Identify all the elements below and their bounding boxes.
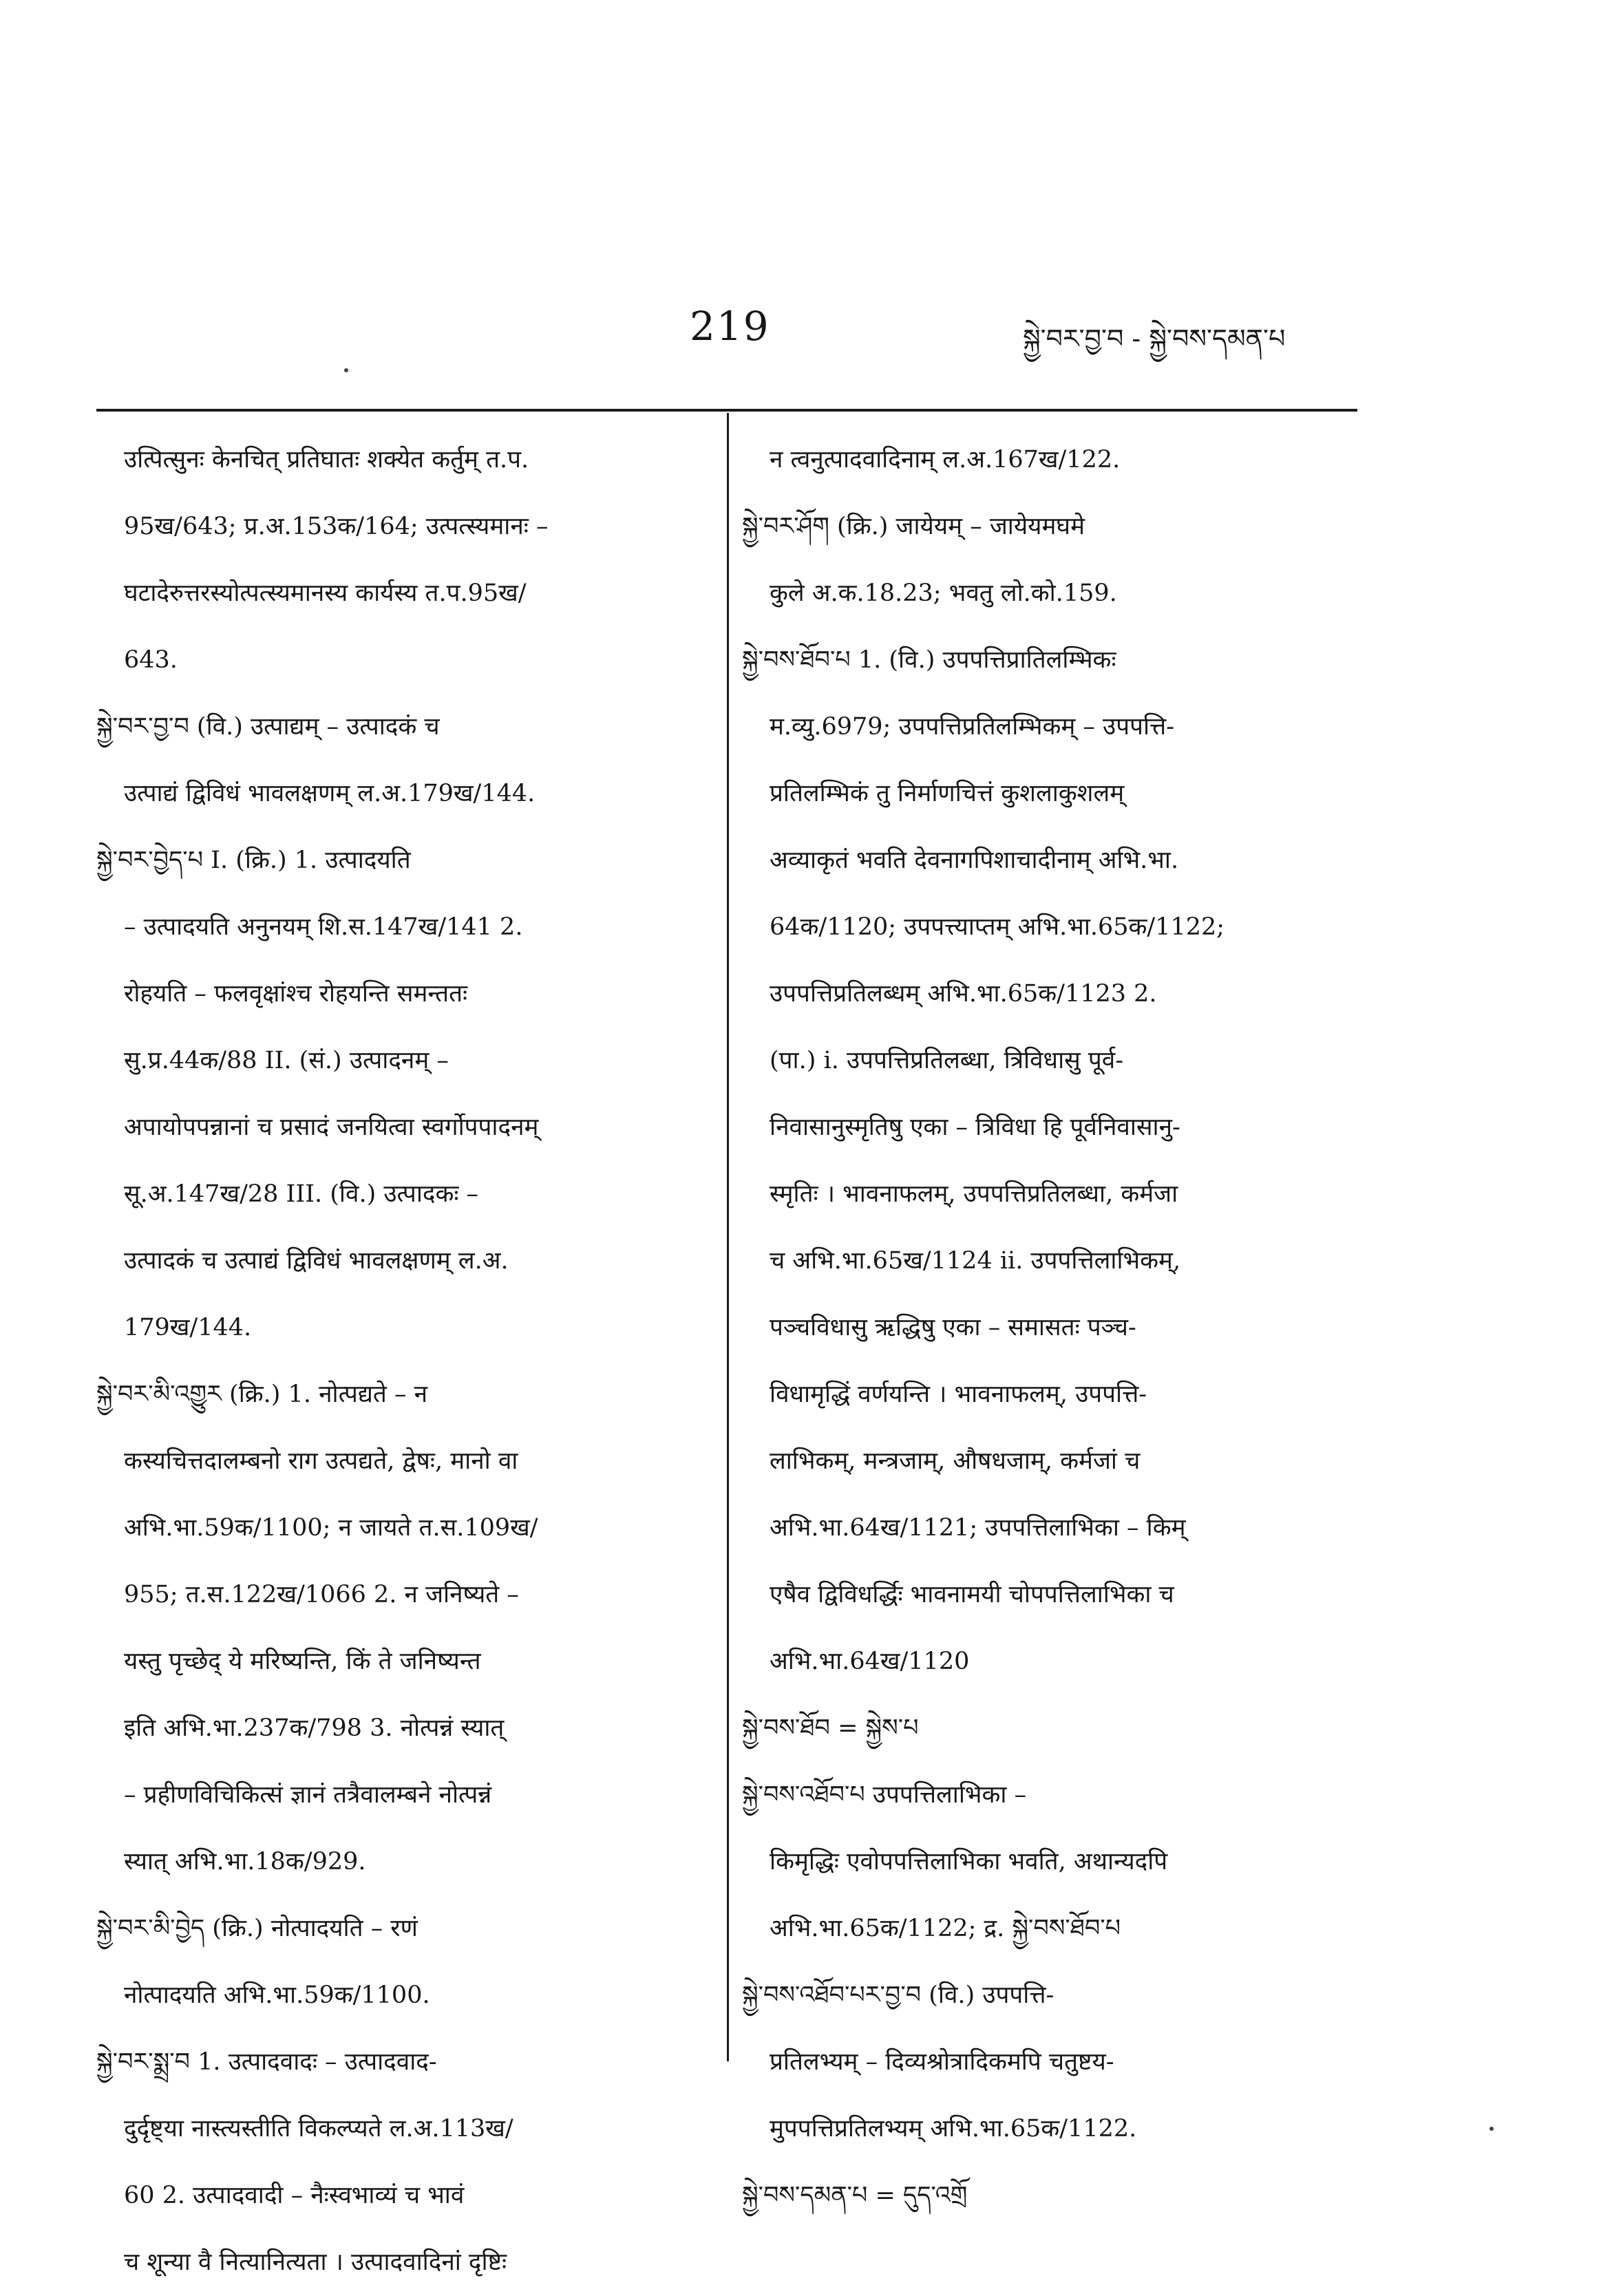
entry-line: उपपत्तिप्रतिलब्धम् अभि.भा.65क/1123 2. — [770, 980, 1157, 1008]
entry-line: अभि.भा.64ख/1121; उपपत्तिलाभिका – किम् — [770, 1514, 1186, 1542]
entry-line: लाभिकम्, मन्त्रजाम्, औषधजाम्, कर्मजां च — [770, 1447, 1141, 1475]
entry-line: रोहयति – फलवृक्षांश्च रोहयन्ति समन्ततः — [124, 980, 468, 1008]
entry-line: – उत्पादयति अनुनयम् शि.स.147ख/141 2. — [124, 913, 523, 941]
headword-line: སྐྱེ་བས་འཐོབ་པར་བྱ་བ (वि.) उपपत्ति- — [742, 1981, 1054, 2009]
headword-line: སྐྱེ་བས་ཐོབ = སྐྱེས་པ — [742, 1714, 919, 1742]
page-header — [0, 296, 1601, 379]
left-column — [96, 427, 702, 2296]
entry-line: घटादेरुत्तरस्योत्पत्स्यमानस्य कार्यस्य त.प.95ख/ — [124, 580, 527, 607]
headword-line: སྐྱེ་བར་བྱེད་པ I. (क्रि.) 1. उत्पादयति — [96, 847, 411, 874]
entry-line: च अभि.भा.65ख/1124 ii. उपपत्तिलाभिकम्, — [770, 1247, 1181, 1275]
entry-line: उत्पाद्यं द्विविधं भावलक्षणम् ल.अ.179ख/144. — [124, 780, 536, 807]
entry-line: सु.प्र.44क/88 II. (सं.) उत्पादनम् – — [124, 1047, 449, 1074]
entry-line: यस्तु पृच्छेद् ये मरिष्यन्ति, किं ते जनिष्यन्त — [124, 1648, 481, 1675]
headword-line: སྐྱེ་བར་ཤོག (क्रि.) जायेयम् – जायेयमघमे — [742, 513, 1085, 540]
entry-line: स्मृतिः । भावनाफलम्, उपपत्तिप्रतिलब्धा, कर्मजा — [770, 1180, 1178, 1208]
header-rule — [96, 409, 1357, 412]
entry-line: एषैव द्विविधर्द्धिः भावनामयी चोपपत्तिलाभिका च — [770, 1581, 1174, 1608]
entry-line: निवासानुस्मृतिषु एका – त्रिविधा हि पूर्वनिवासानु- — [770, 1114, 1180, 1141]
headword-line: སྐྱེ་བས་དམན་པ = དུད་འགྲོ — [742, 2182, 968, 2209]
entry-line: अभि.भा.65क/1122; द्र. སྐྱེ་བས་ཐོབ་པ — [770, 1915, 1121, 1942]
entry-line: 60 2. उत्पादवादी – नैःस्वभाव्यं च भावं — [124, 2182, 465, 2209]
entry-line: म.व्यु.6979; उपपत्तिप्रतिलम्भिकम् – उपपत्ति- — [770, 713, 1175, 741]
entry-line: उत्पित्सुनः केनचित् प्रतिघातः शक्येत कर्तुम् त.प. — [124, 446, 529, 474]
running-head: སྐྱེ་བར་བྱ་བ - སྐྱེ་བས་དམན་པ — [1023, 323, 1286, 354]
entry-line: इति अभि.भा.237क/798 3. नोत्पन्नं स्यात् — [124, 1714, 505, 1742]
entry-line: सू.अ.147ख/28 III. (वि.) उत्पादकः – — [124, 1180, 479, 1208]
entry-line: विधामृद्धिं वर्णयन्ति । भावनाफलम्, उपपत्ति- — [770, 1381, 1147, 1408]
page-number: 219 — [690, 303, 770, 350]
entry-line: प्रतिलम्भिकं तु निर्माणचित्तं कुशलाकुशलम् — [770, 780, 1125, 807]
entry-line: 955; त.स.122ख/1066 2. न जनिष्यते – — [124, 1581, 519, 1608]
headword-line: སྐྱེ་བས་ཐོབ་པ 1. (वि.) उपपत्तिप्रातिलम्भिकः — [742, 646, 1116, 674]
headword-line: སྐྱེ་བས་འཐོབ་པ उपपत्तिलाभिका – — [742, 1781, 1027, 1809]
right-column — [742, 427, 1348, 2229]
entry-line: 179ख/144. — [124, 1314, 252, 1341]
entry-line: मुपपत्तिप्रतिलभ्यम् अभि.भा.65क/1122. — [770, 2115, 1137, 2143]
entry-line: अभि.भा.59क/1100; न जायते त.स.109ख/ — [124, 1514, 538, 1542]
entry-line: अभि.भा.64ख/1120 — [770, 1648, 970, 1675]
entry-line: – प्रहीणविचिकित्सं ज्ञानं तत्रैवालम्बने नोत्पन्नं — [124, 1781, 492, 1809]
entry-line: अव्याकृतं भवति देवनागपिशाचादीनाम् अभि.भा. — [770, 847, 1179, 874]
scan-speck — [1489, 2127, 1494, 2131]
entry-line: कस्यचित्तदालम्बनो राग उत्पद्यते, द्वेषः, मानो वा — [124, 1447, 518, 1475]
headword-line: སྐྱེ་བར་སྨྲ་བ 1. उत्पादवादः – उत्पादवाद- — [96, 2048, 437, 2076]
entry-line: कुले अ.क.18.23; भवतु लो.को.159. — [770, 580, 1117, 607]
entry-line: प्रतिलभ्यम् – दिव्यश्रोत्रादिकमपि चतुष्टय- — [770, 2048, 1114, 2076]
scan-speck — [344, 368, 348, 372]
entry-line: उत्पादकं च उत्पाद्यं द्विविधं भावलक्षणम् ल.अ. — [124, 1247, 509, 1275]
entry-line: नोत्पादयति अभि.भा.59क/1100. — [124, 1981, 430, 2009]
entry-line: अपायोपपन्नानां च प्रसादं जनयित्वा स्वर्गोपपादनम् — [124, 1114, 539, 1141]
entry-line: च शून्या वै नित्यानित्यता । उत्पादवादिनां दृष्टिः — [124, 2249, 507, 2276]
entry-line: स्यात् अभि.भा.18क/929. — [124, 1848, 366, 1875]
entry-line: न त्वनुत्पादवादिनाम् ल.अ.167ख/122. — [770, 446, 1121, 474]
entry-line: (पा.) i. उपपत्तिप्रतिलब्धा, त्रिविधासु पूर्व- — [770, 1047, 1124, 1074]
entry-line: दुर्दृष्ट्या नास्त्यस्तीति विकल्प्यते ल.अ.113ख/ — [124, 2115, 513, 2143]
headword-line: སྐྱེ་བར་བྱ་བ (वि.) उत्पाद्यम् – उत्पादकं च — [96, 713, 440, 741]
entry-line: पञ्चविधासु ऋद्धिषु एका – समासतः पञ्च- — [770, 1314, 1136, 1341]
headword-line: སྐྱེ་བར་མི་འགྱུར (क्रि.) 1. नोत्पद्यते – न — [96, 1381, 428, 1408]
headword-line: སྐྱེ་བར་མི་བྱེད (क्रि.) नोत्पादयति – रणं — [96, 1915, 418, 1942]
entry-line: 64क/1120; उपपत्त्याप्तम् अभि.भा.65क/1122; — [770, 913, 1225, 941]
entry-line: 643. — [124, 646, 178, 674]
entry-line: 95ख/643; प्र.अ.153क/164; उत्पत्स्यमानः – — [124, 513, 549, 540]
entry-line: किमृद्धिः एवोपपत्तिलाभिका भवति, अथान्यदपि — [770, 1848, 1168, 1875]
column-divider — [727, 413, 729, 2061]
